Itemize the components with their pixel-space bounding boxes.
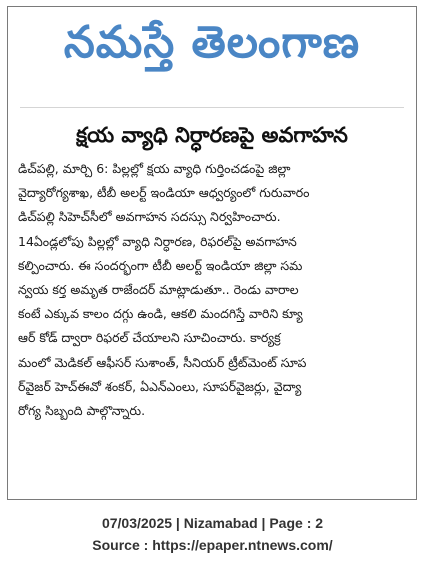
article-line: మంలో మెడికల్ ఆఫీసర్ సుశాంత్, సీనియర్ ట్రీట్‌మెంట్ సూప	[18, 354, 307, 370]
article-line: వైద్యారోగ్యశాఖ, టీబీ అలర్ట్ ఇండియా ఆధ్వర్యంలో గురువారం	[18, 185, 310, 201]
article-line: 14ఏండ్లలోపు పిల్లల్లో వ్యాధి నిర్ధారణ, రిఫరల్‌పై అవగాహన	[18, 233, 297, 249]
article-headline: క్షయ వ్యాధి నిర్ధారణపై అవగాహన	[76, 123, 348, 147]
article-line: డిచ్‌పల్లి, మార్చి 6: పిల్లల్లో క్షయ వ్యాధి గుర్తించడంపై జిల్లా	[18, 161, 291, 176]
publication-meta: 07/03/2025 | Nizamabad | Page : 2	[101, 515, 324, 531]
masthead-divider	[20, 107, 404, 108]
article-line: డిచ్‌పల్లి సిహెచ్‌సీలో అవగాహన సదస్సు నిర్వహించారు.	[18, 209, 281, 225]
article-line: న్వయ కర్త అమృత రాజేందర్ మాట్లాడుతూ.. రెండు వారాల	[18, 281, 299, 297]
news-clipping-card	[7, 6, 417, 500]
article-line: కల్పించారు. ఈ సందర్భంగా టీబీ అలర్ట్ ఇండియా జిల్లా సమ	[18, 257, 303, 273]
newspaper-masthead: నమస్తే తెలంగాణ	[63, 17, 361, 68]
article-line: ఆర్ కోడ్ ద్వారా రిఫరల్ చేయాలని సూచించారు. కార్యక్ర	[18, 330, 281, 346]
article-body	[18, 157, 410, 423]
article-line: ర్‌వైజర్ హెచ్‌ఈవో శంకర్, ఏఎన్ఎంలు, సూపర్‌వైజర్లు, వైద్యా	[18, 378, 302, 394]
article-line: కంటే ఎక్కువ కాలం దగ్గు ఉండి, ఆకలి మందగిస్తే వారిని క్యూ	[18, 306, 303, 322]
source-link[interactable]: Source : https://epaper.ntnews.com/	[92, 537, 333, 553]
article-line: రోగ్య సిబ్బంది పాల్గొన్నారు.	[18, 402, 146, 418]
